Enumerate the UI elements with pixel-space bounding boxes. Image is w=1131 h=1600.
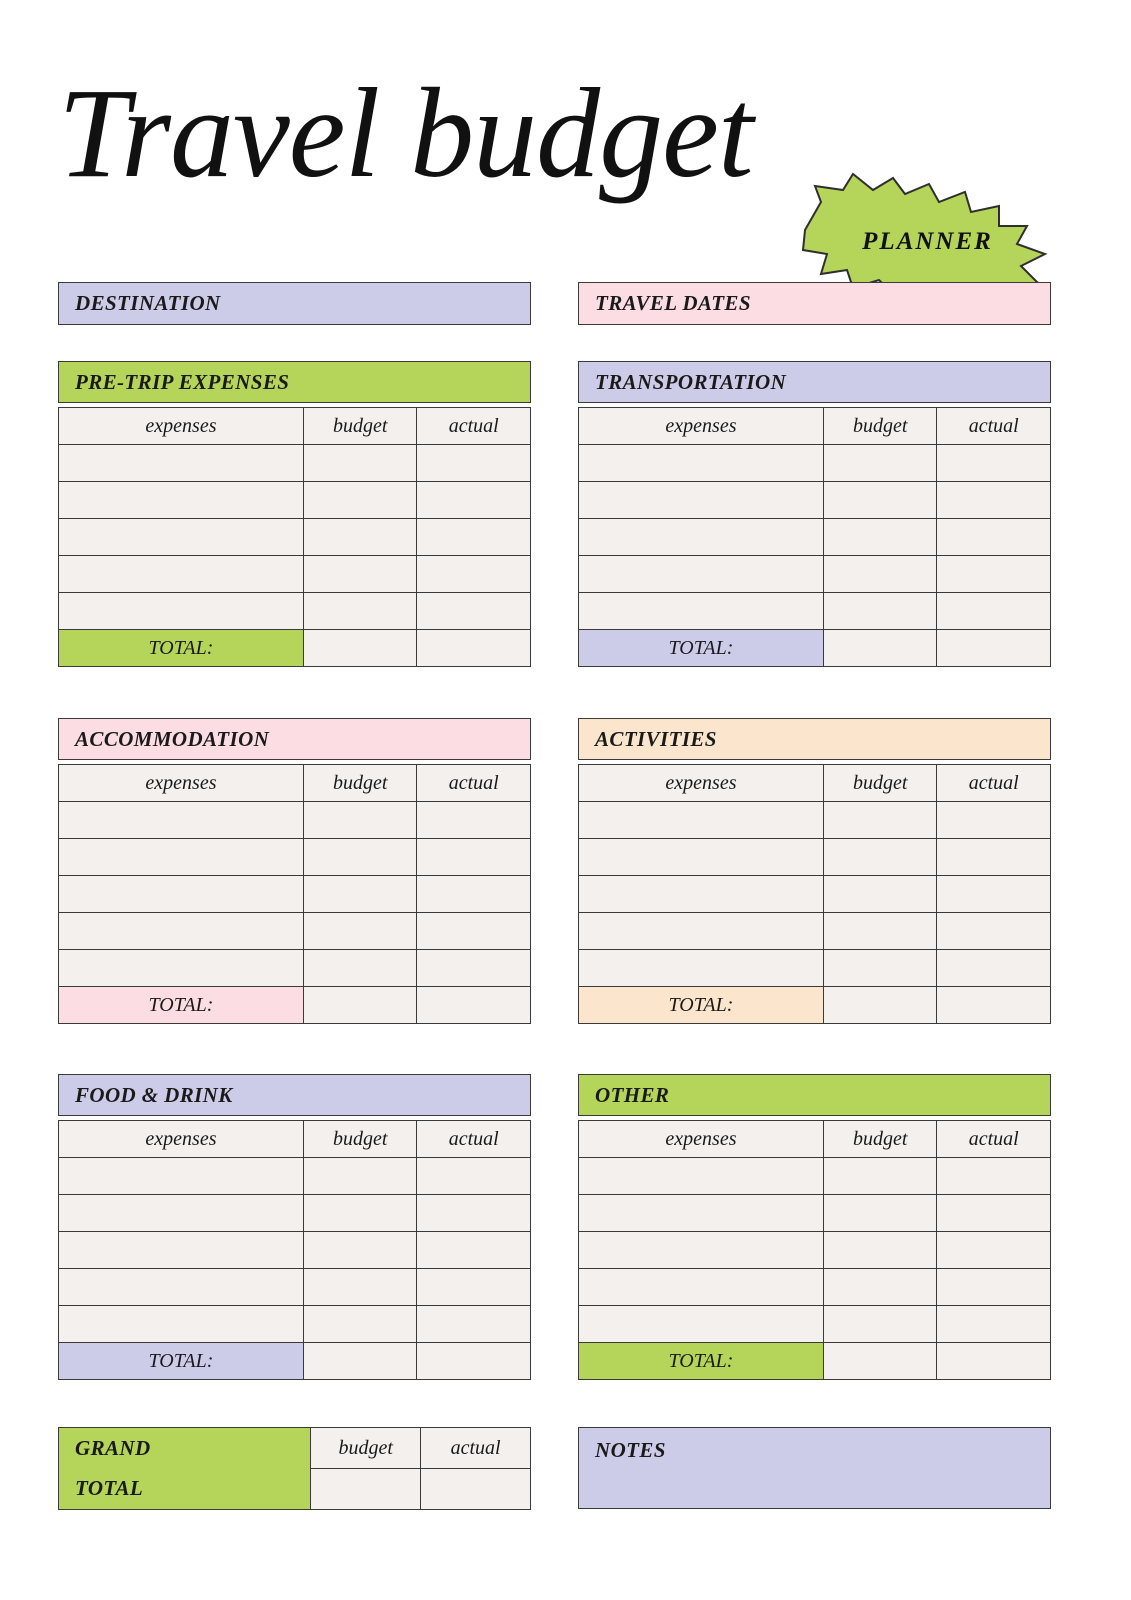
column-header-expenses: expenses bbox=[579, 765, 824, 802]
cell-actual[interactable] bbox=[937, 802, 1051, 839]
cell-actual[interactable] bbox=[417, 839, 531, 876]
table-row bbox=[59, 556, 531, 593]
table-row bbox=[579, 482, 1051, 519]
column-header-expenses: expenses bbox=[59, 1121, 304, 1158]
table-total-row bbox=[59, 630, 531, 667]
cell-actual[interactable] bbox=[417, 482, 531, 519]
total-budget[interactable] bbox=[823, 630, 937, 667]
cell-expenses[interactable] bbox=[579, 802, 824, 839]
cell-budget[interactable] bbox=[303, 445, 417, 482]
table-other bbox=[578, 1120, 1051, 1380]
cell-actual[interactable] bbox=[937, 1306, 1051, 1343]
planner-badge bbox=[795, 168, 1060, 298]
table-total-row bbox=[579, 630, 1051, 667]
cell-expenses[interactable] bbox=[579, 876, 824, 913]
cell-expenses[interactable] bbox=[59, 593, 304, 630]
cell-budget[interactable] bbox=[823, 876, 937, 913]
table-total-row bbox=[579, 987, 1051, 1024]
cell-budget[interactable] bbox=[303, 1306, 417, 1343]
table-row bbox=[59, 950, 531, 987]
block-title-pre-trip-expenses bbox=[58, 361, 531, 403]
column-header-budget: budget bbox=[823, 765, 937, 802]
total-budget[interactable] bbox=[303, 987, 417, 1024]
table-row bbox=[579, 1269, 1051, 1306]
grand-total-row-1 bbox=[59, 1428, 531, 1469]
cell-budget[interactable] bbox=[303, 1232, 417, 1269]
total-actual[interactable] bbox=[937, 987, 1051, 1024]
cell-expenses[interactable] bbox=[59, 1232, 304, 1269]
cell-actual[interactable] bbox=[417, 519, 531, 556]
table-row bbox=[579, 1232, 1051, 1269]
grand-total-budget-header: budget bbox=[311, 1428, 421, 1469]
grand-total-row-2 bbox=[59, 1469, 531, 1510]
cell-expenses[interactable] bbox=[579, 593, 824, 630]
cell-budget[interactable] bbox=[303, 482, 417, 519]
cell-expenses[interactable] bbox=[59, 913, 304, 950]
table-row bbox=[579, 556, 1051, 593]
table-row bbox=[59, 839, 531, 876]
table-row bbox=[579, 1195, 1051, 1232]
cell-budget[interactable] bbox=[823, 445, 937, 482]
cell-expenses[interactable] bbox=[59, 1306, 304, 1343]
table-transportation bbox=[578, 407, 1051, 667]
cell-expenses[interactable] bbox=[59, 556, 304, 593]
cell-expenses[interactable] bbox=[579, 913, 824, 950]
cell-actual[interactable] bbox=[417, 1195, 531, 1232]
notes-label: NOTES bbox=[595, 1438, 666, 1462]
cell-expenses[interactable] bbox=[579, 519, 824, 556]
cell-actual[interactable] bbox=[937, 593, 1051, 630]
cell-budget[interactable] bbox=[303, 876, 417, 913]
table-header-row bbox=[59, 408, 531, 445]
cell-actual[interactable] bbox=[417, 556, 531, 593]
field-destination[interactable] bbox=[58, 282, 531, 325]
column-header-actual: actual bbox=[937, 1121, 1051, 1158]
column-header-actual: actual bbox=[417, 1121, 531, 1158]
cell-actual[interactable] bbox=[417, 1232, 531, 1269]
column-header-expenses: expenses bbox=[59, 765, 304, 802]
planner-badge-label: PLANNER bbox=[862, 228, 993, 255]
table-header-row bbox=[579, 408, 1051, 445]
table-row bbox=[59, 913, 531, 950]
column-header-actual: actual bbox=[417, 765, 531, 802]
total-label: TOTAL: bbox=[59, 987, 304, 1024]
column-header-actual: actual bbox=[937, 765, 1051, 802]
cell-budget[interactable] bbox=[823, 1232, 937, 1269]
table-row bbox=[59, 1195, 531, 1232]
cell-budget[interactable] bbox=[303, 1269, 417, 1306]
cell-budget[interactable] bbox=[823, 519, 937, 556]
cell-expenses[interactable] bbox=[579, 1269, 824, 1306]
total-actual[interactable] bbox=[417, 1343, 531, 1380]
grand-total-actual-header: actual bbox=[421, 1428, 531, 1469]
cell-expenses[interactable] bbox=[579, 1306, 824, 1343]
cell-budget[interactable] bbox=[303, 802, 417, 839]
block-title-text: ACCOMMODATION bbox=[75, 726, 270, 751]
cell-expenses[interactable] bbox=[59, 1158, 304, 1195]
column-header-expenses: expenses bbox=[59, 408, 304, 445]
total-label: TOTAL: bbox=[59, 630, 304, 667]
cell-expenses[interactable] bbox=[59, 482, 304, 519]
table-pre-trip-expenses bbox=[58, 407, 531, 667]
cell-actual[interactable] bbox=[937, 556, 1051, 593]
column-header-budget: budget bbox=[303, 765, 417, 802]
total-actual[interactable] bbox=[417, 987, 531, 1024]
grand-total-actual-value[interactable] bbox=[421, 1469, 531, 1510]
total-budget[interactable] bbox=[823, 987, 937, 1024]
block-food-and-drink bbox=[58, 1074, 531, 1380]
table-activities bbox=[578, 764, 1051, 1024]
total-budget[interactable] bbox=[303, 1343, 417, 1380]
grand-total-label-line1: GRAND bbox=[59, 1428, 311, 1469]
block-title-food-and-drink bbox=[58, 1074, 531, 1116]
cell-expenses[interactable] bbox=[59, 802, 304, 839]
table-total-row bbox=[59, 1343, 531, 1380]
cell-budget[interactable] bbox=[823, 802, 937, 839]
cell-actual[interactable] bbox=[937, 445, 1051, 482]
cell-expenses[interactable] bbox=[579, 445, 824, 482]
cell-expenses[interactable] bbox=[579, 839, 824, 876]
table-header-row bbox=[59, 1121, 531, 1158]
table-row bbox=[59, 876, 531, 913]
table-row bbox=[579, 876, 1051, 913]
block-other bbox=[578, 1074, 1051, 1380]
block-title-text: ACTIVITIES bbox=[595, 726, 717, 751]
block-title-text: OTHER bbox=[595, 1082, 670, 1107]
table-row bbox=[59, 1306, 531, 1343]
block-title-transportation bbox=[578, 361, 1051, 403]
block-transportation bbox=[578, 361, 1051, 667]
field-destination-label: DESTINATION bbox=[75, 291, 221, 315]
table-accommodation bbox=[58, 764, 531, 1024]
cell-budget[interactable] bbox=[303, 556, 417, 593]
cell-actual[interactable] bbox=[417, 950, 531, 987]
block-activities bbox=[578, 718, 1051, 1024]
cell-expenses[interactable] bbox=[59, 445, 304, 482]
cell-actual[interactable] bbox=[937, 950, 1051, 987]
cell-actual[interactable] bbox=[937, 1158, 1051, 1195]
cell-expenses[interactable] bbox=[59, 1269, 304, 1306]
block-title-activities bbox=[578, 718, 1051, 760]
notes-box[interactable] bbox=[578, 1427, 1051, 1509]
cell-budget[interactable] bbox=[303, 839, 417, 876]
table-row bbox=[59, 1269, 531, 1306]
cell-actual[interactable] bbox=[417, 1158, 531, 1195]
total-budget[interactable] bbox=[303, 630, 417, 667]
column-header-budget: budget bbox=[823, 1121, 937, 1158]
grand-total-label-line2: TOTAL bbox=[59, 1469, 311, 1510]
total-label: TOTAL: bbox=[579, 1343, 824, 1380]
column-header-expenses: expenses bbox=[579, 1121, 824, 1158]
total-actual[interactable] bbox=[937, 630, 1051, 667]
table-row bbox=[579, 802, 1051, 839]
cell-actual[interactable] bbox=[937, 1269, 1051, 1306]
cell-budget[interactable] bbox=[823, 1269, 937, 1306]
table-row bbox=[579, 950, 1051, 987]
table-row bbox=[59, 802, 531, 839]
cell-expenses[interactable] bbox=[59, 1195, 304, 1232]
cell-actual[interactable] bbox=[937, 1195, 1051, 1232]
cell-expenses[interactable] bbox=[59, 950, 304, 987]
grand-total-budget-value[interactable] bbox=[311, 1469, 421, 1510]
block-pre-trip-expenses bbox=[58, 361, 531, 667]
cell-budget[interactable] bbox=[823, 839, 937, 876]
block-accommodation bbox=[58, 718, 531, 1024]
cell-actual[interactable] bbox=[937, 519, 1051, 556]
table-row bbox=[579, 593, 1051, 630]
cell-budget[interactable] bbox=[823, 1195, 937, 1232]
block-title-text: TRANSPORTATION bbox=[595, 369, 787, 394]
cell-actual[interactable] bbox=[417, 913, 531, 950]
table-total-row bbox=[59, 987, 531, 1024]
cell-budget[interactable] bbox=[303, 913, 417, 950]
cell-actual[interactable] bbox=[417, 445, 531, 482]
block-title-accommodation bbox=[58, 718, 531, 760]
page-title bbox=[0, 58, 1131, 255]
column-header-actual: actual bbox=[417, 408, 531, 445]
table-row bbox=[579, 445, 1051, 482]
cell-budget[interactable] bbox=[823, 1158, 937, 1195]
cell-expenses[interactable] bbox=[579, 482, 824, 519]
table-row bbox=[579, 1306, 1051, 1343]
total-label: TOTAL: bbox=[579, 630, 824, 667]
page-title-text: Travel budget bbox=[58, 62, 753, 204]
cell-actual[interactable] bbox=[417, 876, 531, 913]
table-header-row bbox=[59, 765, 531, 802]
cell-expenses[interactable] bbox=[59, 839, 304, 876]
cell-actual[interactable] bbox=[937, 876, 1051, 913]
cell-expenses[interactable] bbox=[579, 1195, 824, 1232]
cell-actual[interactable] bbox=[937, 913, 1051, 950]
column-header-budget: budget bbox=[823, 408, 937, 445]
table-header-row bbox=[579, 1121, 1051, 1158]
grand-total-block bbox=[58, 1427, 531, 1510]
field-travel-dates[interactable] bbox=[578, 282, 1051, 325]
block-title-other bbox=[578, 1074, 1051, 1116]
total-label: TOTAL: bbox=[579, 987, 824, 1024]
cell-budget[interactable] bbox=[823, 913, 937, 950]
cell-budget[interactable] bbox=[303, 950, 417, 987]
cell-budget[interactable] bbox=[823, 593, 937, 630]
cell-budget[interactable] bbox=[823, 1306, 937, 1343]
table-grand-total bbox=[58, 1427, 531, 1510]
table-row bbox=[59, 519, 531, 556]
cell-budget[interactable] bbox=[823, 950, 937, 987]
table-row bbox=[59, 445, 531, 482]
table-total-row bbox=[579, 1343, 1051, 1380]
cell-actual[interactable] bbox=[417, 1269, 531, 1306]
column-header-expenses: expenses bbox=[579, 408, 824, 445]
column-header-budget: budget bbox=[303, 1121, 417, 1158]
table-row bbox=[59, 1232, 531, 1269]
cell-expenses[interactable] bbox=[579, 950, 824, 987]
table-row bbox=[579, 913, 1051, 950]
cell-budget[interactable] bbox=[303, 1158, 417, 1195]
table-row bbox=[59, 593, 531, 630]
block-title-text: PRE-TRIP EXPENSES bbox=[75, 369, 290, 394]
cell-actual[interactable] bbox=[417, 1306, 531, 1343]
cell-actual[interactable] bbox=[417, 802, 531, 839]
cell-actual[interactable] bbox=[417, 593, 531, 630]
table-row bbox=[59, 1158, 531, 1195]
total-actual[interactable] bbox=[417, 630, 531, 667]
field-travel-dates-label: TRAVEL DATES bbox=[595, 291, 751, 315]
column-header-budget: budget bbox=[303, 408, 417, 445]
table-row bbox=[579, 1158, 1051, 1195]
cell-expenses[interactable] bbox=[59, 876, 304, 913]
cell-budget[interactable] bbox=[823, 556, 937, 593]
cell-expenses[interactable] bbox=[579, 556, 824, 593]
cell-actual[interactable] bbox=[937, 1232, 1051, 1269]
total-budget[interactable] bbox=[823, 1343, 937, 1380]
column-header-actual: actual bbox=[937, 408, 1051, 445]
table-header-row bbox=[579, 765, 1051, 802]
table-row bbox=[579, 839, 1051, 876]
cell-expenses[interactable] bbox=[579, 1158, 824, 1195]
cell-actual[interactable] bbox=[937, 482, 1051, 519]
cell-actual[interactable] bbox=[937, 839, 1051, 876]
table-food-and-drink bbox=[58, 1120, 531, 1380]
cell-expenses[interactable] bbox=[579, 1232, 824, 1269]
table-row bbox=[59, 482, 531, 519]
block-title-text: FOOD & DRINK bbox=[75, 1082, 233, 1107]
cell-budget[interactable] bbox=[303, 519, 417, 556]
cell-budget[interactable] bbox=[303, 1195, 417, 1232]
total-actual[interactable] bbox=[937, 1343, 1051, 1380]
cell-budget[interactable] bbox=[303, 593, 417, 630]
total-label: TOTAL: bbox=[59, 1343, 304, 1380]
cell-budget[interactable] bbox=[823, 482, 937, 519]
cell-expenses[interactable] bbox=[59, 519, 304, 556]
table-row bbox=[579, 519, 1051, 556]
